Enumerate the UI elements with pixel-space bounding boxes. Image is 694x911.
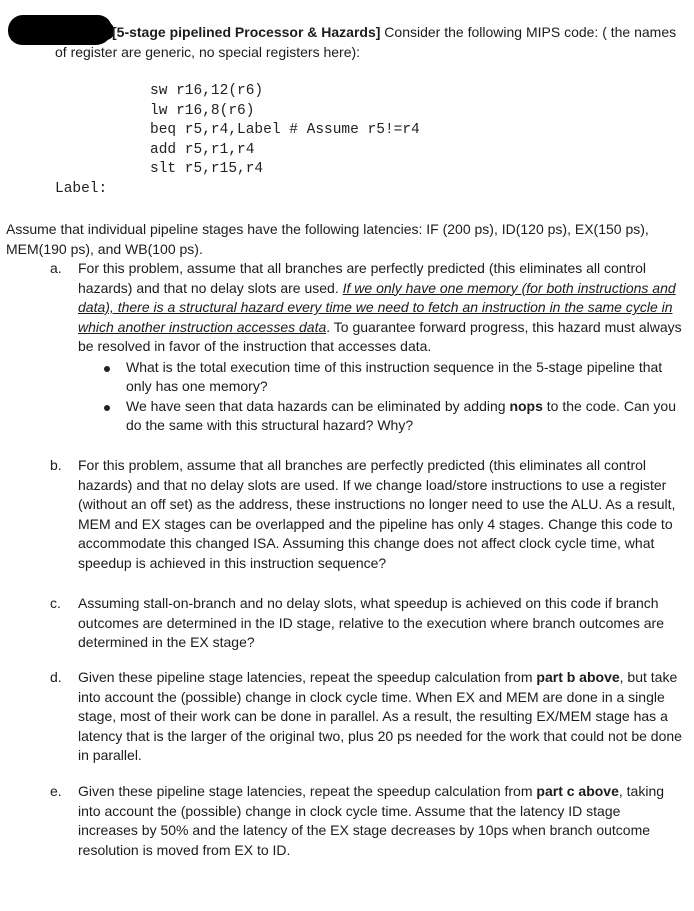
- code-line: beq r5,r4,Label # Assume r5!=r4: [150, 122, 420, 138]
- latency-paragraph: Assume that individual pipeline stages have the following latencies: IF (200 ps), ID(120 ps), EX(150 ps), MEM(190 ps), and WB(100 ps).: [6, 221, 649, 257]
- part-c-letter: c.: [50, 595, 61, 611]
- header-intro-line2: of register are generic, no special registers here):: [55, 44, 361, 60]
- part-a-letter: a.: [50, 260, 62, 276]
- code-line: slt r5,r15,r4: [150, 161, 264, 177]
- code-line: add r5,r1,r4: [150, 141, 255, 158]
- part-b-letter: b.: [50, 457, 62, 473]
- part-d-letter: d.: [50, 669, 62, 685]
- code-label: Label:: [55, 181, 108, 197]
- bullet-icon: [104, 405, 110, 411]
- mips-code-block: [150, 82, 420, 180]
- list-item: We have seen that data hazards can be eliminated by adding nops to the code. Can you do the same with this structural hazard? Why?: [78, 397, 682, 436]
- question-header: [112, 23, 676, 43]
- part-c: [50, 594, 682, 653]
- part-a-body: For this problem, assume that all branches are perfectly predicted (this eliminates all control hazards) and that no delay slots are used. If we only have one memory (for both instructions and data), there is a structural hazard every time we need to fetch an instruction in the same cycle in which another instruction accesses data. To guarantee forward progress, this hazard must always be resolved in favor of the instruction that accesses data. What is the total execution time of this instruction sequence in the 5-stage pipeline that only has one memory? We have seen that data hazards can be eliminated by adding nops to the code. Can you do the same with this structural hazard? Why?: [78, 259, 682, 436]
- list-item: What is the total execution time of this instruction sequence in the 5-stage pipeline that only has one memory?: [78, 358, 682, 397]
- question-title: [5-stage pipelined Processor & Hazards]: [112, 24, 381, 40]
- part-b: [50, 456, 682, 573]
- part-b-body: For this problem, assume that all branches are perfectly predicted (this eliminates all control hazards) and that no delay slots are used. If we change load/store instructions to use a register (without an off set) as the address, these instructions no longer need to use the ALU. As a result, MEM and EX stages can be overlapped and the pipeline has only 4 stages. Change this code to accommodate this changed ISA. Assuming this change does not affect clock cycle time, what speedup is achieved in this instruction sequence?: [78, 457, 676, 571]
- part-d-body: Given these pipeline stage latencies, repeat the speedup calculation from part b above, but take into account the (possible) change in clock cycle time. When EX and MEM are done in a single stage, most of their work can be done in parallel. As a result, the resulting EX/MEM stage has a latency that is the larger of the original two, plus 20 ps needed for the work that could not be done in parallel.: [78, 669, 682, 763]
- part-c-body: Assuming stall-on-branch and no delay slots, what speedup is achieved on this code if branch outcomes are determined in the ID stage, relative to the execution where branch outcomes are determined in the EX stage?: [78, 595, 664, 650]
- bullet-icon: [104, 366, 110, 372]
- code-line: lw r16,8(r6): [150, 102, 255, 119]
- part-a: [50, 259, 682, 436]
- part-e-body: Given these pipeline stage latencies, repeat the speedup calculation from part c above, taking into account the (possible) change in clock cycle time. Assume that the latency ID stage increases by 50% and the latency of the EX stage decreases by 10ps when branch outcome resolution is moved from EX to ID.: [78, 783, 665, 858]
- part-a-emphasis: If we only have one memory (for both instructions and data), there is a structural hazard every time we need to fetch an instruction in the same cycle in which another instruction accesses data: [78, 279, 676, 335]
- part-a-bullets: [78, 358, 682, 436]
- part-e-letter: e.: [50, 783, 62, 799]
- code-line: sw r16,12(r6): [150, 83, 264, 99]
- header-intro: Consider the following MIPS code: ( the names: [380, 24, 677, 40]
- part-e: [50, 782, 682, 860]
- part-d: [50, 668, 682, 766]
- redaction-mark-tail: [80, 22, 114, 40]
